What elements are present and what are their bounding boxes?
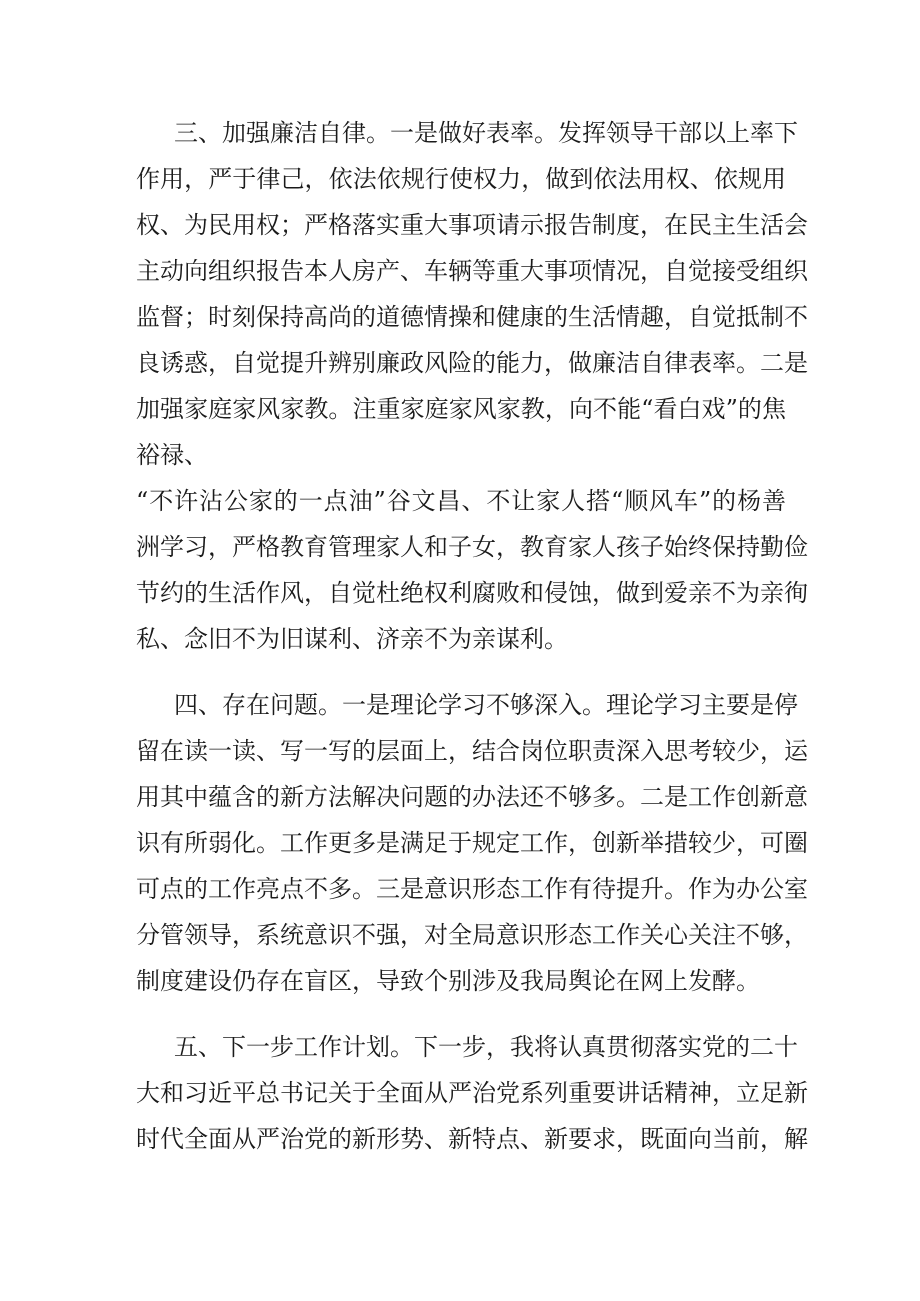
text-line: 加强家庭家风家教。注重家庭家风家教，向不能“看白戏”的焦 — [136, 395, 786, 423]
text-line: 权、为民用权；严格落实重大事项请示报告制度，在民主生活会 — [136, 211, 808, 239]
text-line: 大和习近平总书记关于全面从严治党系列重要讲话精神，立足新 — [136, 1079, 808, 1107]
text-line: 制度建设仍存在盲区，导致个别涉及我局舆论在网上发酵。 — [136, 967, 760, 995]
text-line: 时代全面从严治党的新形势、新特点、新要求，既面向当前，解 — [136, 1125, 808, 1153]
text-line: 分管领导，系统意识不强，对全局意识形态工作关心关注不够， — [136, 921, 808, 949]
text-line: 洲学习，严格教育管理家人和子女，教育家人孩子始终保持勤俭 — [136, 533, 808, 561]
text-line: 五、下一步工作计划。下一步，我将认真贯彻落实党的二十 — [174, 1033, 798, 1061]
text-line: 三、加强廉洁自律。一是做好表率。发挥领导干部以上率下 — [174, 119, 798, 147]
text-line: 裕禄、 — [136, 441, 208, 469]
text-line: 作用，严于律己，依法依规行使权力，做到依法用权、依规用 — [136, 165, 786, 193]
text-line: “不许沾公家的一点油”谷文昌、不让家人搭“顺风车”的杨善 — [136, 487, 786, 515]
text-line: 节约的生活作风，自觉杜绝权利腐败和侵蚀，做到爱亲不为亲徇 — [136, 579, 808, 607]
text-line: 私、念旧不为旧谋利、济亲不为亲谋利。 — [136, 625, 568, 653]
text-line: 可点的工作亮点不多。三是意识形态工作有待提升。作为办公室 — [136, 875, 808, 903]
text-line: 良诱惑，自觉提升辨别廉政风险的能力，做廉洁自律表率。二是 — [136, 349, 808, 377]
text-line: 留在读一读、写一写的层面上，结合岗位职责深入思考较少，运 — [136, 737, 808, 765]
text-line: 识有所弱化。工作更多是满足于规定工作，创新举措较少，可圈 — [136, 829, 808, 857]
text-line: 监督；时刻保持高尚的道德情操和健康的生活情趣，自觉抵制不 — [136, 303, 808, 331]
text-line: 主动向组织报告本人房产、车辆等重大事项情况，自觉接受组织 — [136, 257, 808, 285]
text-line: 用其中蕴含的新方法解决问题的办法还不够多。二是工作创新意 — [136, 783, 808, 811]
text-line: 四、存在问题。一是理论学习不够深入。理论学习主要是停 — [174, 691, 798, 719]
